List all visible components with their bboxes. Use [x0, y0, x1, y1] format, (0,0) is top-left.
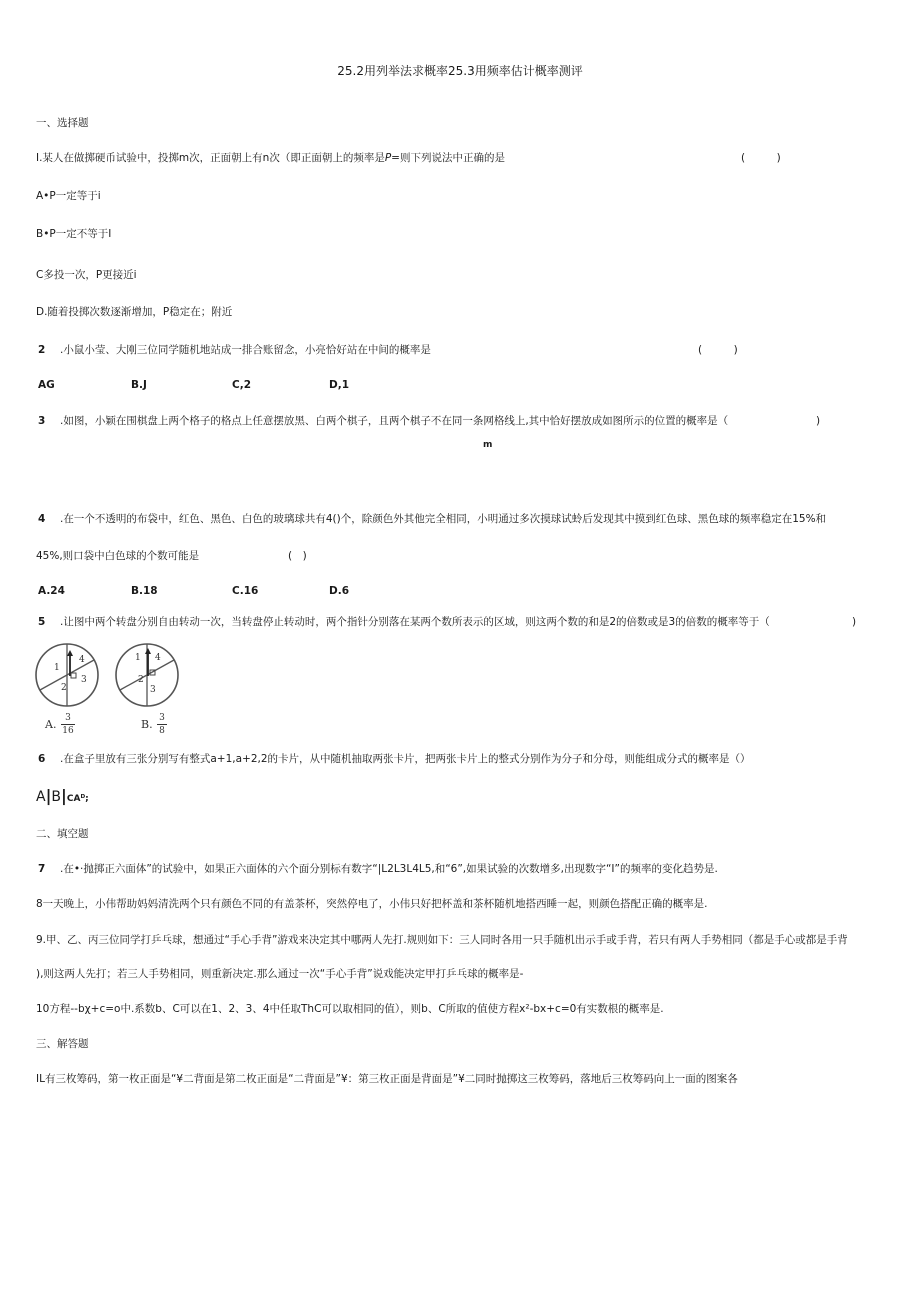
option-b-numerator: 3: [159, 713, 165, 723]
spinner-2-label-4: 4: [155, 653, 161, 663]
question-2-option-a: AG: [38, 379, 55, 391]
option-b-denominator: 8: [159, 726, 165, 736]
question-4-option-d: D.6: [329, 585, 350, 597]
question-1: [36, 151, 505, 165]
question-6-option-a: A: [36, 789, 46, 805]
question-1-text: I.某人在做掷硬币试验中，投掷m次，正面朝上有n次（即正面朝上的频率是: [36, 152, 385, 164]
spinner-1-label-1: 1: [54, 663, 60, 673]
question-3-figure-mark: m: [483, 440, 493, 450]
question-1-option-b: B•P一定不等于I: [36, 228, 112, 240]
question-6-option-rest: CAᴰ;: [66, 794, 89, 804]
question-5-option-a-fraction: [61, 713, 75, 736]
question-4-answer-blank: ( ): [288, 550, 307, 562]
option-a-numerator: 3: [65, 713, 71, 723]
question-4-text-line2: 45%,则口袋中白色球的个数可能是: [36, 550, 200, 562]
question-2-option-d: D,1: [329, 379, 350, 391]
question-7-number: 7: [38, 863, 46, 875]
question-5-option-b-letter: B.: [141, 718, 153, 731]
section-choice-heading: 一、选择题: [36, 117, 89, 129]
question-7-text: .在•·抛掷正六面体”的试验中，如果正六面体的六个面分别标有数字“|L2L3L4L5,和“6”,如果试验的次数增多,出现数字“I”的频率的变化趋势是.: [60, 863, 718, 875]
section-answer-heading: 三、解答题: [36, 1038, 89, 1050]
spinner-1-label-4: 4: [79, 655, 85, 665]
question-5-option-b-fraction: [157, 713, 167, 736]
question-2-option-b: B.J: [131, 379, 147, 391]
spinner-2-label-3: 3: [150, 685, 156, 695]
question-4-text-line1: .在一个不透明的布袋中，红色、黑色、白色的玻璃球共有4()个，除颜色外其他完全相同，小明通过多次摸球试蛉后发现其中摸到红色球、黑色球的频率稳定在15%和: [60, 513, 827, 525]
question-6-option-b: B: [51, 789, 62, 805]
question-4-option-b: B.18: [131, 585, 158, 597]
question-3-number: 3: [38, 415, 46, 427]
question-5-text: .让图中两个转盘分别自由转动一次，当转盘停止转动时，两个指针分别落在某两个数所表示的区域，则这两个数的和是2的倍数或是3的倍数的概率等于（: [60, 616, 770, 628]
question-8-text: 8一天晚上，小伟帮助妈妈清洗两个只有颜色不同的有盖茶杯，突然停电了，小伟只好把杯盖和茶杯随机地搭西睡一起，则颜色搭配正确的概率是.: [36, 898, 708, 910]
spinner-1: [36, 644, 98, 706]
question-9-text-line1: 9.甲、乙、丙三位同学打乒乓球，想通过“手心手背”游戏来决定其中哪两人先打.规则如下：三人同时各用一只手随机出示手或手背，若只有两人手势相同（都是手心或都是手背: [36, 934, 848, 946]
question-6-number: 6: [38, 753, 46, 765]
question-11-text: IL有三枚筹码，第一枚正面是“¥二背面是第二枚正面是“二背面是”¥：第三枚正面是背面是”¥二同时抛掷这三枚筹码，落地后三枚筹码向上一面的图案各: [36, 1073, 738, 1085]
spinner-2-label-2: 2: [138, 675, 144, 685]
question-1-option-a: A•P一定等于i: [36, 190, 101, 202]
question-6-text: .在盒子里放有三张分别写有整式a+1,a+2,2的卡片，从中随机抽取两张卡片，把两张卡片上的整式分别作为分子和分母，则能组成分式的概率是（）: [60, 753, 751, 765]
question-4-option-c: C.16: [232, 585, 259, 597]
question-3-text: .如图，小颖在围棋盘上两个格子的格点上任意摆放黑、白两个棋子，且两个棋子不在同一条网格线上,其中恰好摆放成如图所示的位置的概率是（: [60, 415, 729, 427]
spinner-1-label-2: 2: [61, 683, 67, 693]
question-6-answer-options: A|B|CAᴰ;: [36, 786, 89, 805]
spinner-1-label-3: 3: [81, 675, 87, 685]
question-2-number: 2: [38, 344, 46, 356]
question-3-answer-blank: ): [816, 415, 821, 427]
question-1-option-c: C多投一次，P更接近i: [36, 269, 137, 281]
question-1-p: P: [384, 152, 392, 164]
question-2-text: .小鼠小莹、大刚三位同学随机地站成一排合账留念，小亮恰好站在中间的概率是: [60, 344, 431, 356]
section-fill-heading: 二、填空题: [36, 828, 89, 840]
question-4-number: 4: [38, 513, 46, 525]
question-1-option-d: D.随着投掷次数逐渐增加，P稳定在；附近: [36, 306, 233, 318]
question-5-option-a-letter: A.: [45, 718, 57, 731]
option-a-denominator: 16: [62, 726, 74, 736]
question-5-answer-blank: ): [852, 616, 857, 628]
question-1-answer-blank: ( ): [741, 152, 781, 164]
spinner-figure: [34, 640, 194, 710]
spinner-2-label-1: 1: [135, 653, 141, 663]
question-1-tail: =则下列说法中正确的是: [391, 152, 505, 164]
page-title: 25.2用列举法求概率25.3用频率估计概率测评: [337, 64, 583, 78]
question-4-option-a: A.24: [38, 585, 65, 597]
spinner-2: [116, 644, 178, 706]
question-10-text: 10方程--bχ+c=o中.系数b、C可以在1、2、3、4中任取ThC可以取相同的值），则b、C所取的值使方程x²-bx+c=0有实数根的概率是.: [36, 1003, 664, 1015]
question-9-text-line2: ),则这两人先打；若三人手势相同，则重新决定.那么通过一次“手心手背”说戏能决定甲打乒乓球的概率是-: [36, 968, 524, 980]
question-2-answer-blank: ( ): [698, 344, 738, 356]
question-5-number: 5: [38, 616, 46, 628]
question-2-option-c: C,2: [232, 379, 252, 391]
